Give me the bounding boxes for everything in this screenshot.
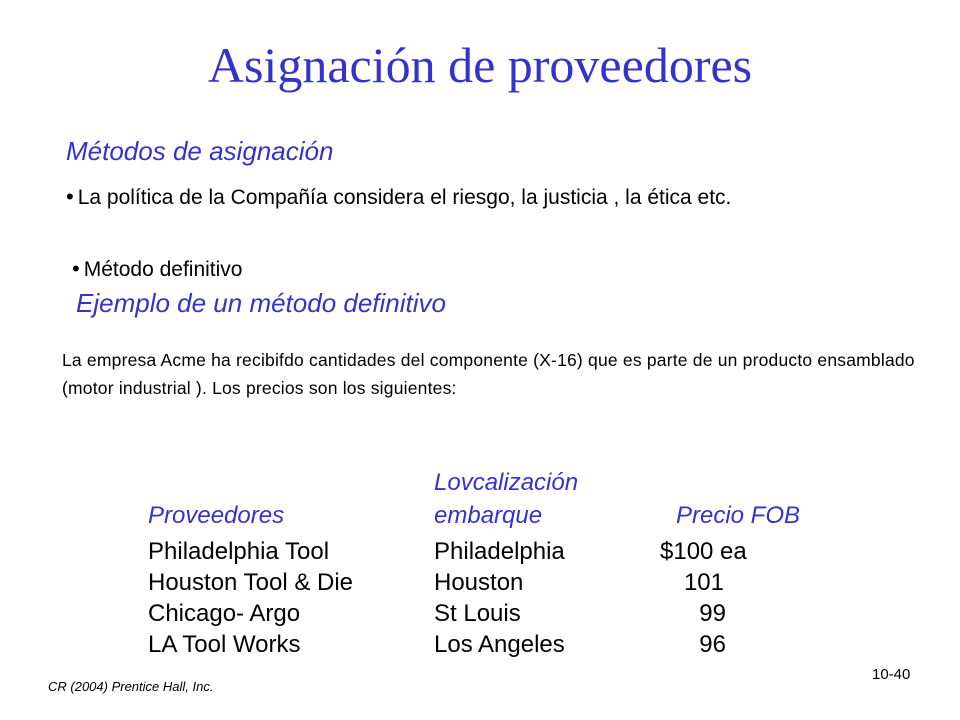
table-cell-location: St Louis (434, 600, 521, 627)
bullet-icon: • (66, 184, 74, 209)
section-heading-example: Ejemplo de un método definitivo (76, 288, 447, 318)
table-cell-price: 96 (699, 631, 726, 658)
bullet-icon: • (72, 256, 80, 281)
slide-title: Asignación de proveedores (207, 37, 753, 93)
header-price: Precio FOB (675, 502, 800, 529)
footer-copyright: CR (2004) Prentice Hall, Inc. (48, 679, 214, 694)
table-cell-supplier: Houston Tool & Die (148, 569, 354, 596)
table-cell-location: Houston (434, 569, 524, 596)
table-cell-price: 99 (699, 600, 726, 627)
table-cell-location: Los Angeles (434, 631, 565, 658)
bullet-text: La política de la Compañía considera el riesgo, la justicia , la ética etc. (77, 186, 732, 209)
bullet-item (72, 253, 242, 285)
table-cell-supplier: Chicago- Argo (148, 600, 301, 627)
section-heading-methods: Métodos de asignación (66, 136, 334, 166)
intro-paragraph: La empresa Acme ha recibifdo cantidades del componente (X-16) que es parte de un producto ensamblado (motor industrial ). Los precios son los siguientes: (62, 350, 915, 398)
header-location-line2: embarque (434, 502, 543, 529)
table-cell-supplier: Philadelphia Tool (148, 538, 330, 565)
bullet-text: Método definitivo (83, 258, 243, 281)
header-location-line1: Lovcalización (434, 469, 579, 496)
table-cell-location: Philadelphia (434, 538, 565, 565)
table-cell-price: 101 (683, 569, 724, 596)
table-cell-supplier: LA Tool Works (148, 631, 301, 658)
header-supplier: Proveedores (148, 502, 285, 529)
table-cell-price: $100 ea (660, 538, 747, 565)
bullet-item (66, 181, 886, 213)
slide-number: 10-40 (872, 666, 911, 683)
